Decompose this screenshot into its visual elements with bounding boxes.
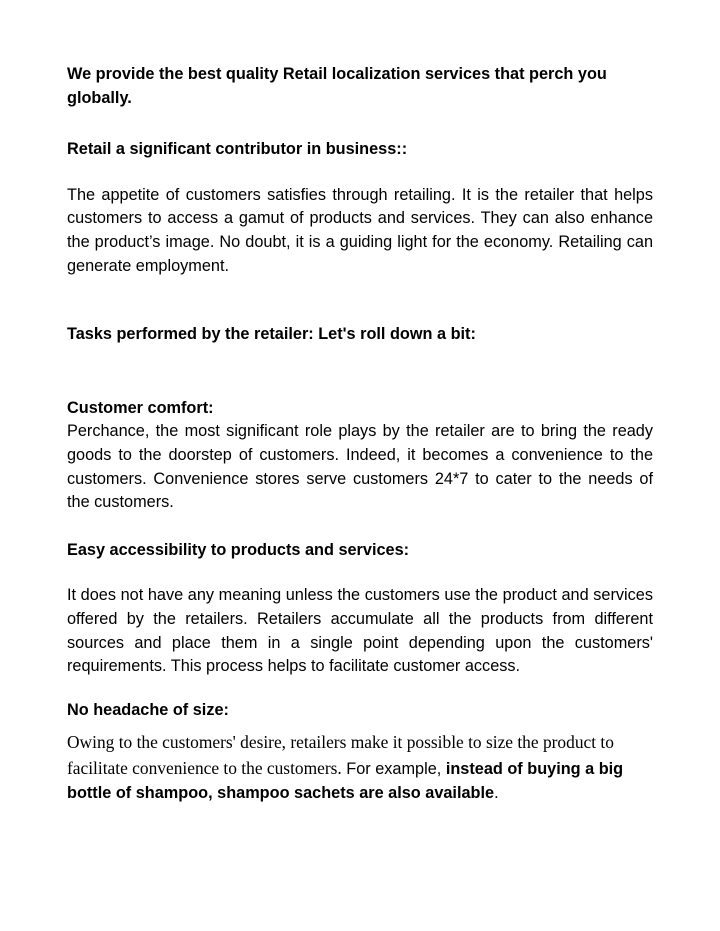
section-heading-customer-comfort: Customer comfort: bbox=[67, 398, 214, 417]
paragraph-size-sans-text: For example, bbox=[341, 759, 446, 778]
paragraph-size-end: . bbox=[494, 784, 499, 803]
paragraph-size-serif-text: Owing to the customers' desire, retailers make it possible to size the product to facilitate convenience to the customers. bbox=[67, 732, 614, 778]
intro-heading: We provide the best quality Retail localization services that perch you globally. bbox=[67, 65, 607, 107]
section-heading-accessibility: Easy accessibility to products and services: bbox=[67, 540, 410, 559]
document-page bbox=[67, 63, 653, 806]
paragraph-accessibility: It does not have any meaning unless the customers use the product and services offered by the retailers. Retailers accumulate all the products from different sources and place them in a single point depending upon the customers' requirements. This process helps to facilitate customer access. bbox=[67, 586, 653, 676]
paragraph-size bbox=[67, 730, 653, 806]
section-heading-tasks: Tasks performed by the retailer: Let's roll down a bit: bbox=[67, 325, 476, 344]
paragraph-customer-comfort: Perchance, the most significant role plays by the retailer are to bring the ready goods to the doorstep of customers. Indeed, it becomes a convenience to the customers. Convenience stores serve customers 24*7 to cater to the needs of the customers. bbox=[67, 422, 653, 512]
section-heading-retail-contributor: Retail a significant contributor in business:: bbox=[67, 140, 408, 159]
section-heading-size: No headache of size: bbox=[67, 700, 229, 719]
paragraph-retail-contributor: The appetite of customers satisfies through retailing. It is the retailer that helps customers to access a gamut of products and services. They can also enhance the product’s image. No doubt, it is a guiding light for the economy. Retailing can generate employment. bbox=[67, 185, 653, 275]
paragraph-size-bold-text: instead of buying a big bottle of shampoo, shampoo sachets are also available bbox=[67, 759, 624, 803]
